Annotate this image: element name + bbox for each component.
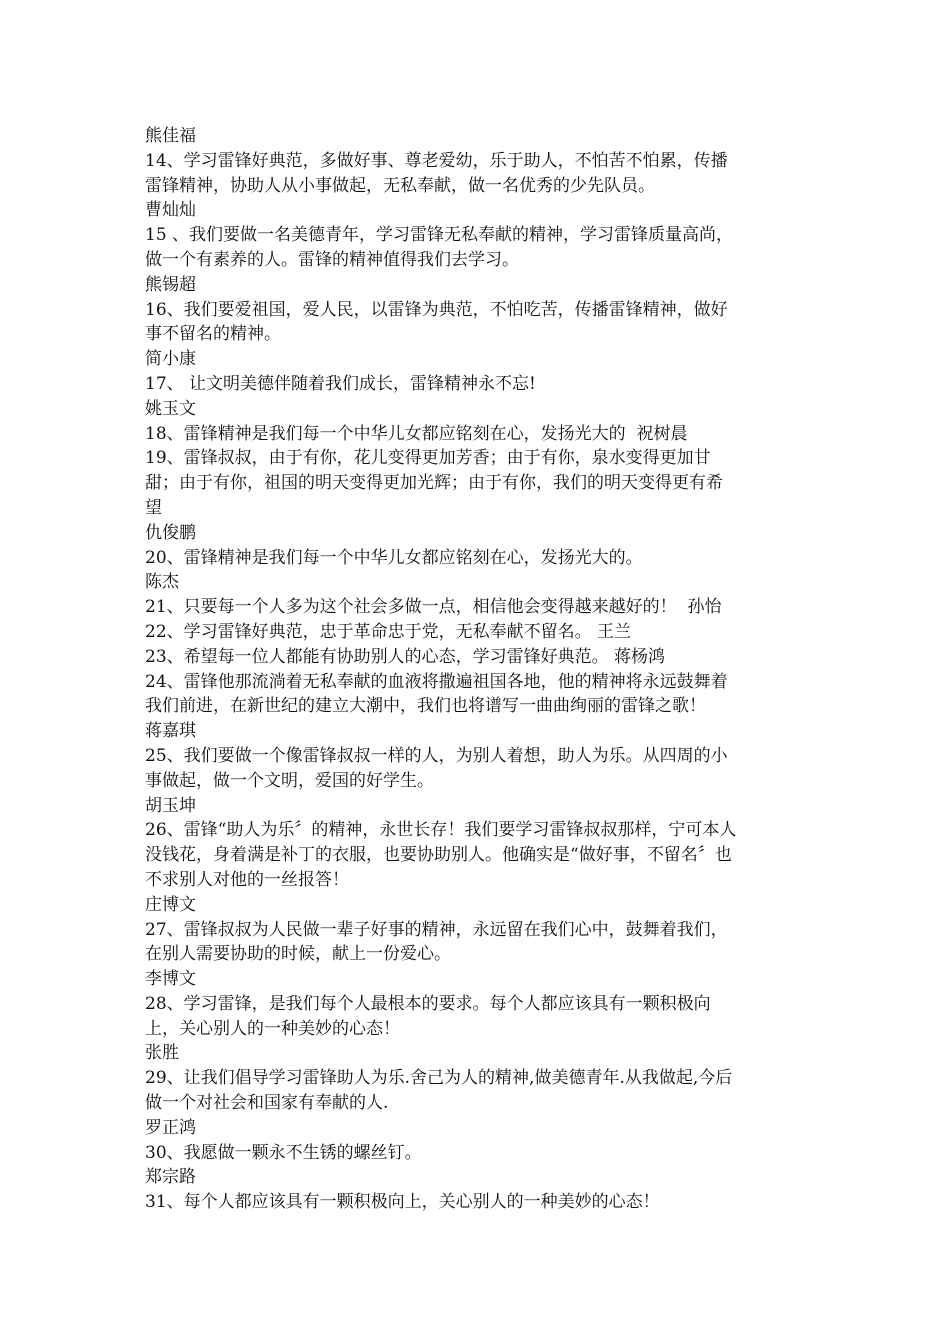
author-name: 李博文 bbox=[145, 969, 196, 990]
entry-text: 15 、我们要做一名美德青年，学习雷锋无私奉献的精神，学习雷锋质量高尚， bbox=[145, 225, 734, 246]
entry-text: 27、雷锋叔叔为人民做一辈子好事的精神，永远留在我们心中，鼓舞着我们， bbox=[145, 919, 728, 940]
entry-text: 26、雷锋“助人为乐〞的精神，永世长存！我们要学习雷锋叔叔那样，宁可本人 bbox=[145, 820, 737, 841]
author-name: 郑宗路 bbox=[145, 1167, 196, 1188]
entry-text: 22、学习雷锋好典范，忠于革命忠于党，无私奉献不留名。 王兰 bbox=[145, 621, 632, 642]
entry-text: 23、希望每一位人都能有协助别人的心态，学习雷锋好典范。 蒋杨鸿 bbox=[145, 646, 666, 667]
entry-text: 事做起，做一个文明，爱国的好学生。 bbox=[145, 770, 434, 791]
entry-text: 没钱花，身着满是补丁的衣服，也要协助别人。他确实是“做好事，不留名〞也 bbox=[145, 845, 732, 866]
author-name: 陈杰 bbox=[145, 572, 179, 593]
entry-text: 做一个有素养的人。雷锋的精神值得我们去学习。 bbox=[145, 249, 519, 270]
entry-text: 14、学习雷锋好典范，多做好事、尊老爱幼，乐于助人，不怕苦不怕累，传播 bbox=[145, 150, 728, 171]
author-name: 蒋嘉琪 bbox=[145, 721, 196, 742]
author-name: 姚玉文 bbox=[145, 398, 196, 419]
author-name: 熊锡超 bbox=[145, 274, 196, 295]
entry-text: 16、我们要爱祖国，爱人民，以雷锋为典范，不怕吃苦，传播雷锋精神，做好 bbox=[145, 299, 728, 320]
author-name: 曹灿灿 bbox=[145, 200, 196, 221]
entry-text: 雷锋精神，协助人从小事做起，无私奉献，做一名优秀的少先队员。 bbox=[145, 175, 655, 196]
entry-text: 不求别人对他的一丝报答！ bbox=[145, 869, 349, 890]
entry-text: 甜；由于有你，祖国的明天变得更加光辉；由于有你，我们的明天变得更有希 bbox=[145, 473, 723, 494]
author-name: 罗正鸿 bbox=[145, 1117, 196, 1138]
entry-text: 25、我们要做一个像雷锋叔叔一样的人，为别人着想，助人为乐。从四周的小 bbox=[145, 745, 728, 766]
entry-text: 事不留名的精神。 bbox=[145, 324, 281, 345]
author-name: 仇俊鹏 bbox=[145, 522, 196, 543]
author-name: 庄博文 bbox=[145, 894, 196, 915]
author-name: 熊佳福 bbox=[145, 126, 196, 146]
entry-text: 19、雷锋叔叔，由于有你，花儿变得更加芳香；由于有你，泉水变得更加甘 bbox=[145, 448, 711, 469]
entry-text: 18、雷锋精神是我们每一个中华儿女都应铭刻在心，发扬光大的 祝树晨 bbox=[145, 423, 688, 444]
entry-text: 望 bbox=[145, 497, 162, 518]
entry-text: 31、每个人都应该具有一颗积极向上，关心别人的一种美妙的心态！ bbox=[145, 1192, 660, 1213]
entry-text: 28、学习雷锋，是我们每个人最根本的要求。每个人都应该具有一颗积极向 bbox=[145, 993, 711, 1014]
entry-text: 上，关心别人的一种美妙的心态！ bbox=[145, 1018, 400, 1039]
entry-text: 30、我愿做一颗永不生锈的螺丝钉。 bbox=[145, 1142, 422, 1163]
document-body bbox=[145, 124, 810, 1215]
entry-text: 29、让我们倡导学习雷锋助人为乐.舍己为人的精神,做美德青年.从我做起,今后 bbox=[145, 1068, 733, 1089]
entry-text: 21、只要每一个人多为这个社会多做一点，相信他会变得越来越好的！ 孙怡 bbox=[145, 597, 722, 618]
author-name: 胡玉坤 bbox=[145, 795, 196, 816]
entry-text: 20、雷锋精神是我们每一个中华儿女都应铭刻在心，发扬光大的。 bbox=[145, 547, 643, 568]
entry-text: 24、雷锋他那流淌着无私奉献的血液将撒遍祖国各地，他的精神将永远鼓舞着 bbox=[145, 671, 728, 692]
entry-text: 17、 让文明美德伴随着我们成长，雷锋精神永不忘! bbox=[145, 373, 536, 394]
entry-text: 在别人需要协助的时候，献上一份爱心。 bbox=[145, 944, 451, 965]
author-name: 张胜 bbox=[145, 1043, 179, 1064]
entry-text: 我们前进，在新世纪的建立大潮中，我们也将谱写一曲曲绚丽的雷锋之歌！ bbox=[145, 696, 706, 717]
author-name: 简小康 bbox=[145, 349, 196, 370]
entry-text: 做一个对社会和国家有奉献的人. bbox=[145, 1093, 389, 1114]
